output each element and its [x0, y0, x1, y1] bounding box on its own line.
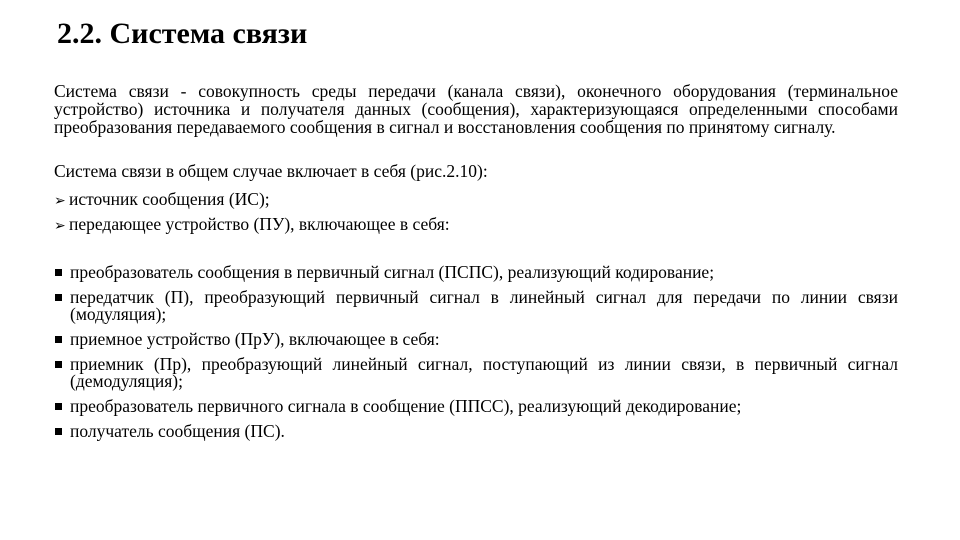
slide-title: 2.2. Система связи [57, 17, 308, 50]
component-list [54, 264, 898, 448]
list-item-text: преобразователь сообщения в первичный сигнал (ПСПС), реализующий кодирование; [70, 262, 715, 282]
includes-intro: Система связи в общем случае включает в себя (рис.2.10): [54, 161, 488, 181]
list-item [54, 331, 898, 348]
list-item-text: передатчик (П), преобразующий первичный сигнал в линейный сигнал для передачи по линии связи (модуляция); [70, 287, 898, 324]
square-bullet-icon [55, 336, 62, 343]
square-bullet-icon [55, 269, 62, 276]
square-bullet-icon [55, 361, 62, 368]
arrowhead-bullet-icon: ➢ [54, 193, 66, 209]
arrow-list-item [54, 214, 898, 236]
list-item [54, 398, 898, 415]
arrow-list-item-text: источник сообщения (ИС); [69, 189, 270, 209]
list-item-text: получатель сообщения (ПС). [70, 421, 285, 441]
list-item-text: преобразователь первичного сигнала в сообщение (ППСС), реализующий декодирование; [70, 396, 742, 416]
arrowhead-bullet-icon: ➢ [54, 218, 66, 234]
list-item [54, 289, 898, 323]
list-item-text: приемник (Пр), преобразующий линейный сигнал, поступающий из линии связи, в первичный сигнал (демодуляция); [70, 354, 898, 391]
arrow-list-item [54, 189, 898, 211]
square-bullet-icon [55, 294, 62, 301]
arrow-list-item-text: передающее устройство (ПУ), включающее в себя: [69, 214, 450, 234]
square-bullet-icon [55, 403, 62, 410]
list-item [54, 264, 898, 281]
square-bullet-icon [55, 428, 62, 435]
list-item [54, 356, 898, 390]
definition-paragraph: Система связи - совокупность среды передачи (канала связи), оконечного оборудования (терминальное устройство) источника и получателя данных (сообщения), характеризующаяся определенными способами преобразования передаваемого сообщения в сигнал и восстановления сообщения по принятому сигналу. [54, 81, 898, 137]
list-item [54, 423, 898, 440]
list-item-text: приемное устройство (ПрУ), включающее в себя: [70, 329, 440, 349]
